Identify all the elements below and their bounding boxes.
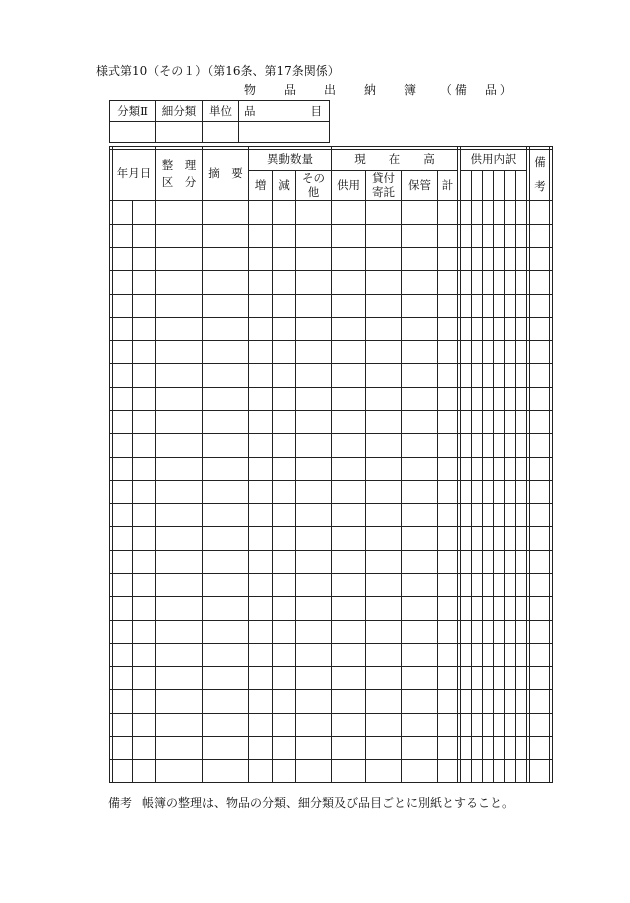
form-title: 様式第10（その１）（第16条、第17条関係） bbox=[96, 64, 340, 78]
subcategory-label: 細分類 bbox=[161, 104, 197, 118]
ledger-title-main: 物 品 出 納 簿 bbox=[244, 83, 425, 97]
lent-header-line1: 貸付 bbox=[372, 171, 395, 185]
footer-note-text: 帳簿の整理は、物品の分類、細分類及び品目ごとに別紙とすること。 bbox=[142, 796, 515, 810]
total-header: 計 bbox=[441, 178, 454, 192]
remarks-header-line2: 考 bbox=[534, 179, 546, 193]
change-qty-header: 異動数量 bbox=[267, 152, 313, 166]
use-breakdown-header: 供用内訳 bbox=[470, 152, 517, 166]
date-header: 年月日 bbox=[116, 166, 152, 180]
footer-note bbox=[108, 794, 514, 811]
decrease-header: 減 bbox=[278, 178, 290, 192]
in-use-header: 供用 bbox=[337, 178, 360, 192]
ledger-title-subtitle: （備 品） bbox=[439, 83, 515, 97]
remarks-header-line1: 備 bbox=[534, 155, 546, 169]
increase-header: 増 bbox=[254, 178, 267, 192]
lent-header-line2: 寄託 bbox=[372, 185, 395, 199]
unit-label: 単位 bbox=[209, 104, 232, 118]
current-header: 現 在 高 bbox=[354, 152, 435, 166]
other-header-line2: 他 bbox=[307, 185, 320, 199]
summary-header: 摘 要 bbox=[208, 166, 243, 180]
storage-header: 保管 bbox=[408, 178, 431, 192]
arrange-header-line1: 整 理 bbox=[161, 158, 197, 172]
footer-note-label: 備考 bbox=[108, 796, 133, 810]
other-header-line1: その bbox=[302, 171, 325, 185]
arrange-header-line2: 区 分 bbox=[161, 175, 197, 189]
item-label-right: 目 bbox=[310, 104, 322, 118]
item-label-left: 品 bbox=[244, 104, 256, 118]
category-label: 分類Ⅱ bbox=[117, 104, 148, 118]
